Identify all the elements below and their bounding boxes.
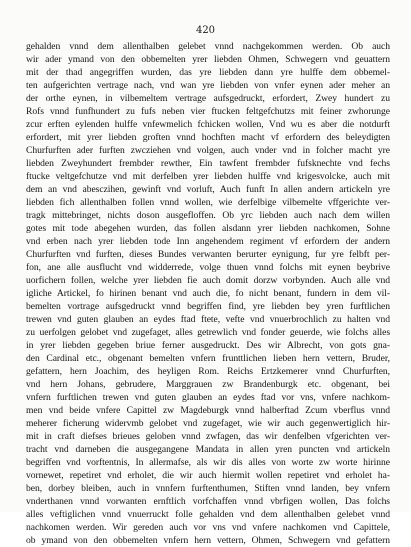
text-line: trewen vnd guten glauben an eydes ftad ftete, vefte vnd vnuerbrochlich zu halten vnd — [26, 314, 390, 325]
text-line: dem an vnd abesczihen, gewinft vnd vorluft, Auch funft In allen andern artickeln yre — [26, 184, 390, 195]
text-line: ben, dorbey bleiben, auch in vnnfern furftenthumen, Stiften vnnd landen, bey vnfern — [26, 483, 390, 494]
text-line: zu uerfolgen gelobet vnd zugefaget, alles getrewlich vnd fonder geuerde, wie folchs alles — [26, 327, 390, 338]
text-line: vnd erben nach yrer liebden tode Inn angehendem regiment vf erfordern der andern — [26, 236, 390, 247]
text-line: bemelten vortrage aufsgedruckt vnnd begriffen find, yre liebden bey yren furftlichen — [26, 301, 390, 312]
text-line: men vnd beide vnfere Capittel zw Magdeburgk vnnd halberftad Zcum vberflus vnnd — [26, 405, 390, 416]
text-line: alles veftiglichen vnnd vnuerruckt folle gehalden vnd dem allenthalben gelebet vnnd — [26, 509, 390, 520]
text-line: nachkomen werden. Wir gereden auch vor vns vnd vnfere nachkomen vnd Capittele, — [26, 522, 390, 533]
text-line: uorfichern follen, welche yrer liebden fie auch domit dorzw vorbynden. Auch alle vnd — [26, 275, 390, 286]
text-line: fon, ane alle ausflucht vnd widderrede, volge thuen vnnd folchs mit eynen beybrive — [26, 262, 390, 273]
text-line: der orthe eynen, in vilbemeltem vertrage aufsgedruckt, erfordert, Zwey hundert zu — [26, 93, 390, 104]
page-number: 420 — [195, 25, 216, 36]
body-text — [26, 40, 390, 547]
text-line: den Cardinal etc., obgenant bemelten vnfern frunttlichen lieben hern vettern, Bruder, — [26, 353, 390, 364]
text-line: liebden fich allenthalben follen vnnd wollen, wie derfelbige vilbemelte vffgerichte ver- — [26, 197, 390, 208]
text-line: tracht vnd darneben die ausgegangene Mandata in allen yren puncten vnd artickeln — [26, 444, 390, 455]
text-line: mit in craft diefses brieues geloben vnnd zwfagen, das wir denfelben vfgerichten ver- — [26, 431, 390, 442]
text-line: liebden Zweyhundert frembder rewther, Ein tawfent frembder fufsknechte vnd fechs — [26, 158, 390, 169]
text-line: vnd hern Johans, gebrudere, Marggrauen zw Brandenburgk etc. obgenant, bei — [26, 379, 390, 390]
text-line: gehalden vnnd dem allenthalben gelebet vnnd nachgekommen werden. Ob auch — [26, 41, 390, 52]
text-line: ob ymand von den obbemelten vnfern hern vettern, Ohmen, Schwegern vnd gefattern — [26, 535, 390, 546]
text-line: mit der thad angegriffen wurden, das yre liebden dann yre hulffe dem obbemel- — [26, 67, 390, 78]
text-line: gotes mit tode abegehen wurden, das follen alsdann yrer liebden nachkomen, Sohne — [26, 223, 390, 234]
text-line: ten aufgerichten vertrage nach, vnd wan yre liebden von vnfer eynen ader meher an — [26, 80, 390, 91]
text-line: meherer ficherung widervmb gelobet vnd zugefaget, wie wir auch gegenwertiglich hir- — [26, 418, 390, 429]
text-line: vornewet, repetiret vnd erholet, die wir auch hiermit wollen repetiret vnd erholet ha- — [26, 470, 390, 481]
text-line: ftucke veltgefchutze vnd mit derfelben yrer liebden hulffe vnd krigesvolcke, auch mit — [26, 171, 390, 182]
text-line: Churfurften vnd furften, dieses Bundes verwanten berurter eynigung, fur yre felbft per- — [26, 249, 390, 260]
text-line: Churfurften ader furften zwcziehen vnd volgen, auch vnder vnd in folcher macht yre — [26, 145, 390, 156]
text-line: gefattern, hern Joachim, des heyligen Rom. Reichs Ertzkemerer vnnd Churfurften, — [26, 366, 390, 377]
text-line: Rofs vnnd funfhundert zu fufs neben vier ftucken feltgefchutzs mit feiner zwhorunge — [26, 106, 390, 117]
text-line: zcur erften eylenden hulffe vnfewmelich fchicken wollen, Vnd wu es aber die notdurft — [26, 119, 390, 130]
text-line: in yrer liebden gegeben briue ferner ausgedruckt. Des wir Albrecht, von gots gna- — [26, 340, 390, 351]
text-line: begriffen vnd vorftentnis, In allermafse, als wir dis alles von worte zw worte hirinne — [26, 457, 390, 468]
text-line: vnfern furftlichen trewen vnd guten glauben an eydes ftad vor vns, vnfere nachkom- — [26, 392, 390, 403]
text-line: vnderthanen vnnd vorwanten ernftlich vorfchaffen vnnd vbrfigen wollen, Das folchs — [26, 496, 390, 507]
text-line: erfordert, mit yrer liebden groften vnnd hochften macht vf erfordern des beleydigten — [26, 132, 390, 143]
text-line: wir ader ymand von den obbemelten yrer liebden Ohmen, Schwegern vnd geuattern — [26, 54, 390, 65]
text-line: tragk mittebringet, nichts doson ausgefloffen. Ob yrc liebden auch nach dem willen — [26, 210, 390, 221]
text-line: igliche Artickel, fo hirinen benant vnd auch die, fo nicht benant, fundern in dem vil- — [26, 288, 390, 299]
